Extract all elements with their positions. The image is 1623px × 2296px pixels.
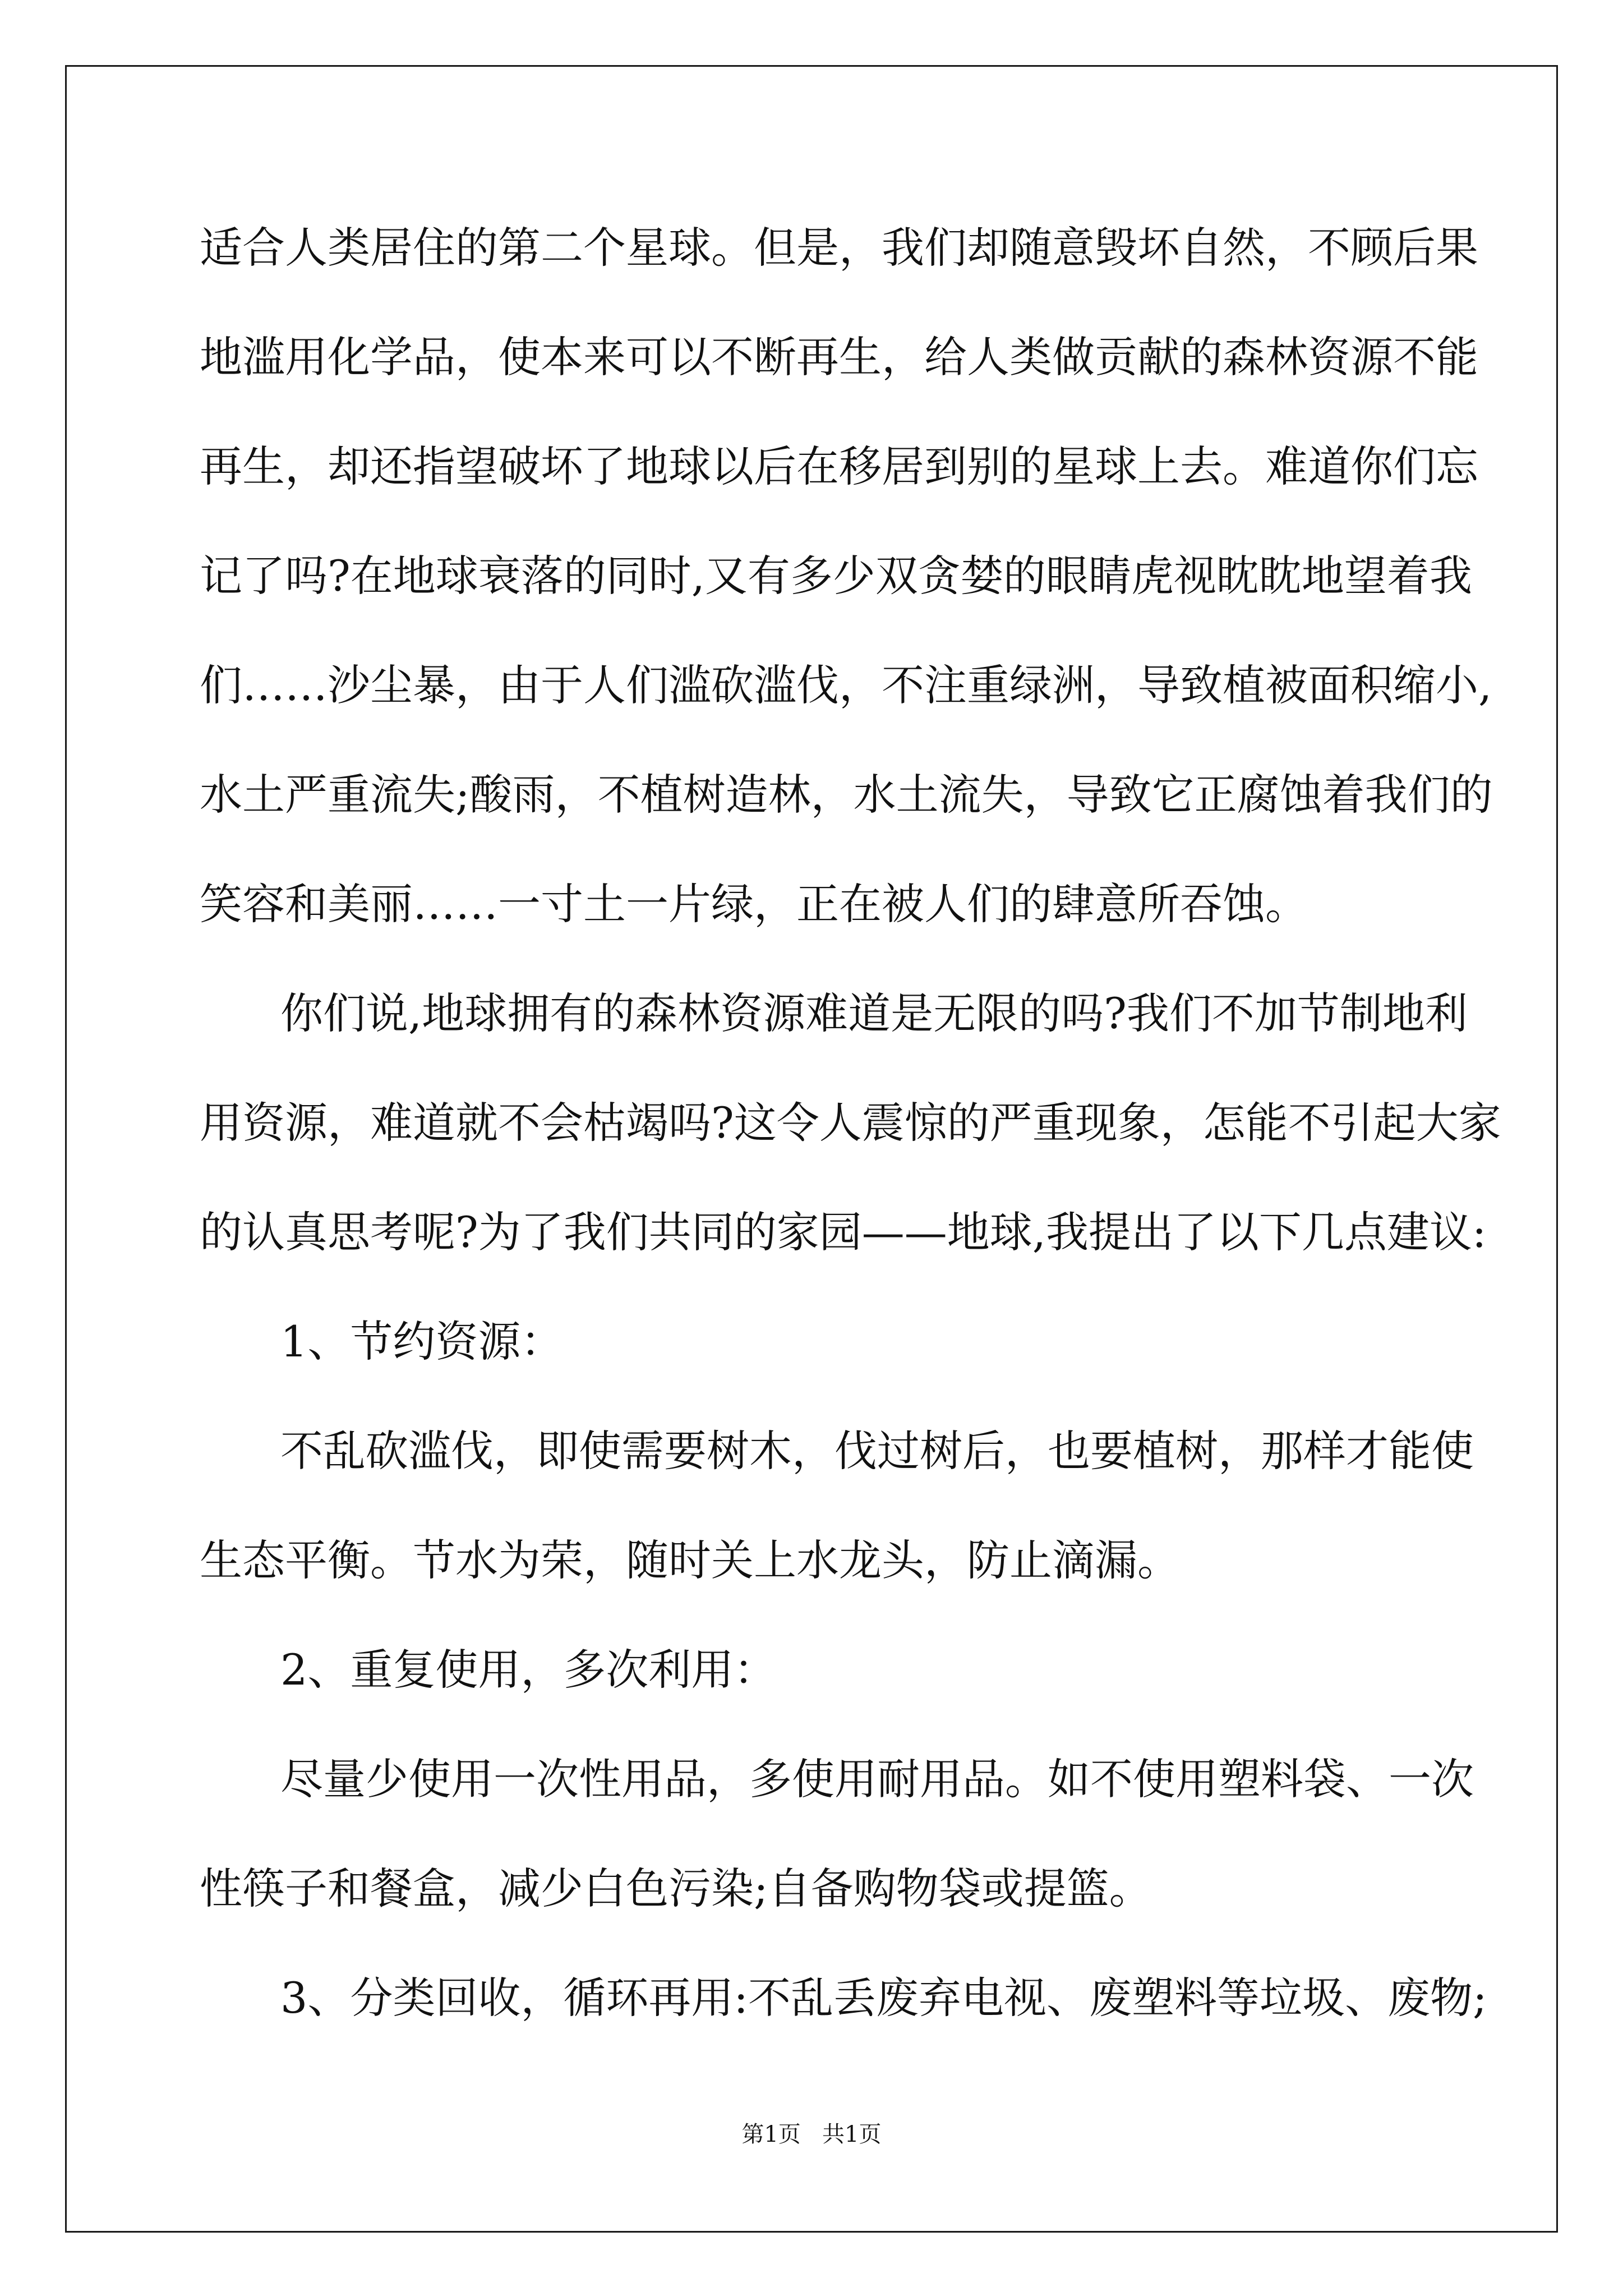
- text-line: 用资源，难道就不会枯竭吗?这令人震惊的严重现象，怎能不引起大家: [200, 1098, 1501, 1148]
- section-heading: 3、分类回收，循环再用:不乱丢废弃电视、废塑料等垃圾、废物;: [280, 1973, 1487, 2023]
- text-line: 地滥用化学品，使本来可以不断再生，给人类做贡献的森林资源不能: [200, 332, 1478, 382]
- text-line: 适合人类居住的第二个星球。但是，我们却随意毁坏自然，不顾后果: [200, 223, 1478, 273]
- text-line: 你们说,地球拥有的森林资源难道是无限的吗?我们不加节制地利: [280, 988, 1468, 1038]
- page-footer: 第1页 共1页: [741, 2122, 882, 2147]
- section-heading: 2、重复使用，多次利用：: [280, 1645, 777, 1695]
- text-line: 再生，却还指望破坏了地球以后在移居到别的星球上去。难道你们忘: [200, 441, 1478, 491]
- section-heading: 1、节约资源：: [280, 1317, 564, 1366]
- text-line: 记了吗?在地球衰落的同时,又有多少双贪婪的眼睛虎视眈眈地望着我: [200, 551, 1472, 601]
- text-line: 水土严重流失;酸雨，不植树造林，水土流失，导致它正腐蚀着我们的: [200, 770, 1493, 820]
- text-line: 不乱砍滥伐，即使需要树木，伐过树后，也要植树，那样才能使: [280, 1426, 1474, 1476]
- text-line: 的认真思考呢?为了我们共同的家园——地球,我提出了以下几点建议:: [200, 1207, 1487, 1257]
- text-line: 性筷子和餐盒，减少白色污染;自备购物袋或提篮。: [200, 1864, 1152, 1913]
- text-line: 笑容和美丽……一寸土一片绿，正在被人们的肆意所吞蚀。: [200, 879, 1308, 929]
- text-line: 生态平衡。节水为荣，随时关上水龙头，防止滴漏。: [200, 1535, 1180, 1585]
- text-line: 们……沙尘暴，由于人们滥砍滥伐，不注重绿洲，导致植被面积缩小,: [200, 660, 1492, 710]
- text-line: 尽量少使用一次性用品，多使用耐用品。如不使用塑料袋、一次: [280, 1754, 1474, 1804]
